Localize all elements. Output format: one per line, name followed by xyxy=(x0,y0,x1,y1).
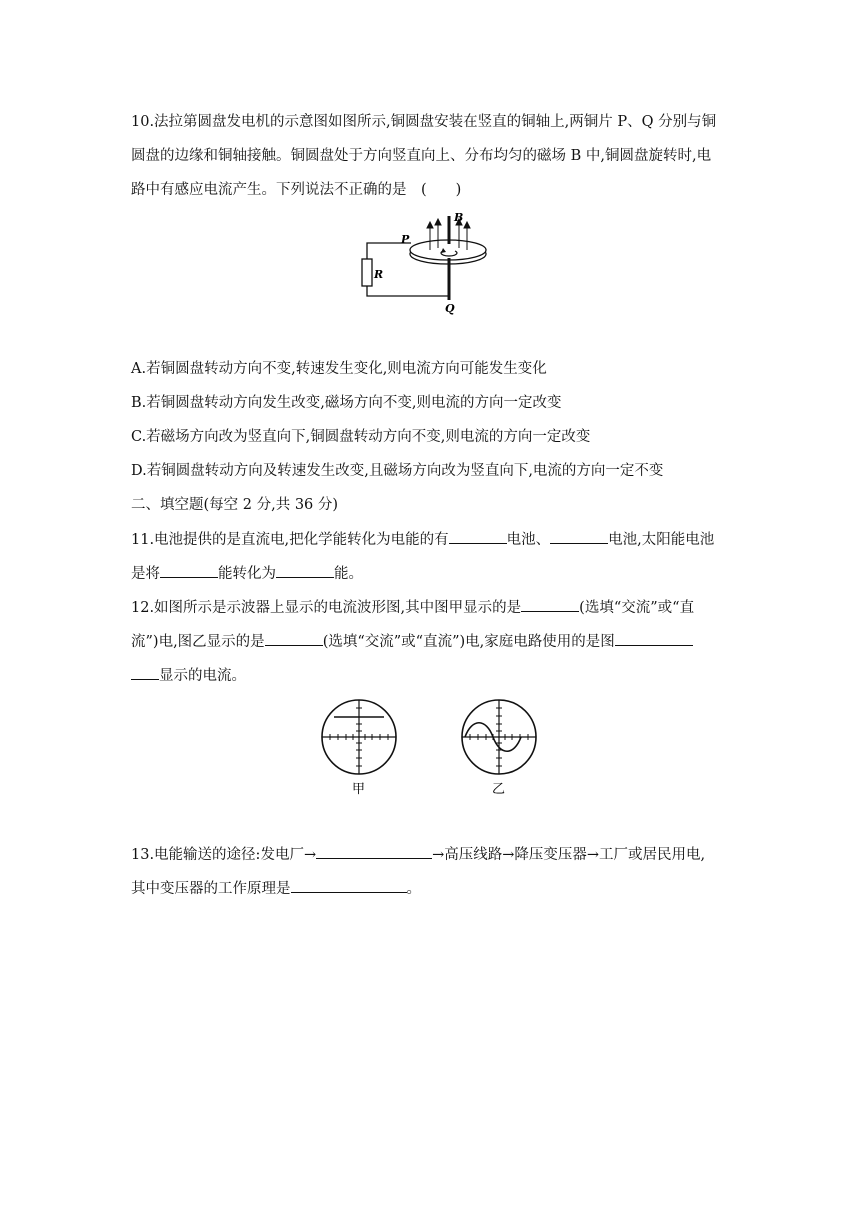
answer-blank[interactable] xyxy=(615,630,693,646)
section-heading: 二、填空题(每空 2 分,共 36 分) xyxy=(131,497,339,513)
label-q: Q xyxy=(445,302,455,315)
label-p: P xyxy=(401,233,410,246)
answer-blank[interactable] xyxy=(291,877,407,893)
label-b: B xyxy=(454,211,464,224)
q12-line3: 显示的电流。 xyxy=(131,664,246,686)
answer-blank[interactable] xyxy=(316,843,432,859)
q12-line1: 12.如图所示是示波器上显示的电流波形图,其中图甲显示的是 (选填“交流”或“直 xyxy=(131,596,694,618)
q10-stem-line3: 路中有感应电流产生。下列说法不正确的是 ( ) xyxy=(131,182,462,198)
answer-blank[interactable] xyxy=(550,528,608,544)
q10-option-b: B.若铜圆盘转动方向发生改变,磁场方向不变,则电流的方向一定改变 xyxy=(131,395,562,411)
q11-line2: 是将 能转化为 能。 xyxy=(131,562,363,584)
q13-line1: 13.电能输送的途径:发电厂→ →高压线路→降压变压器→工厂或居民用电, xyxy=(131,843,705,865)
oscilloscope-ac xyxy=(462,700,536,774)
label-yi: 乙 xyxy=(492,782,506,796)
answer-blank[interactable] xyxy=(131,664,159,680)
answer-blank[interactable] xyxy=(276,562,334,578)
q12-line2: 流”)电,图乙显示的是 (选填“交流”或“直流”)电,家庭电路使用的是图 xyxy=(131,630,693,652)
q10-option-d: D.若铜圆盘转动方向及转速发生改变,且磁场方向改为竖直向下,电流的方向一定不变 xyxy=(131,463,664,479)
faraday-disk-figure xyxy=(355,208,515,316)
q10-option-a: A.若铜圆盘转动方向不变,转速发生变化,则电流方向可能发生变化 xyxy=(131,361,547,377)
q10-stem-line2: 圆盘的边缘和铜轴接触。铜圆盘处于方向竖直向上、分布均匀的磁场 B 中,铜圆盘旋转时,电 xyxy=(131,148,712,164)
q11-line1: 11.电池提供的是直流电,把化学能转化为电能的有 电池、 电池,太阳能电池 xyxy=(131,528,714,550)
oscilloscope-dc xyxy=(322,700,396,774)
resistor xyxy=(362,259,372,286)
q10-option-c: C.若磁场方向改为竖直向下,铜圆盘转动方向不变,则电流的方向一定改变 xyxy=(131,429,591,445)
answer-blank[interactable] xyxy=(449,528,507,544)
answer-blank[interactable] xyxy=(521,596,579,612)
q13-line2: 其中变压器的工作原理是 。 xyxy=(131,877,421,899)
answer-blank[interactable] xyxy=(160,562,218,578)
answer-blank[interactable] xyxy=(265,630,323,646)
q10-stem-line1: 10.法拉第圆盘发电机的示意图如图所示,铜圆盘安装在竖直的铜轴上,两铜片 P、Q 分别与铜 xyxy=(131,114,717,130)
oscilloscope-figure xyxy=(318,696,548,796)
label-jia: 甲 xyxy=(352,782,366,796)
label-r: R xyxy=(374,268,384,281)
